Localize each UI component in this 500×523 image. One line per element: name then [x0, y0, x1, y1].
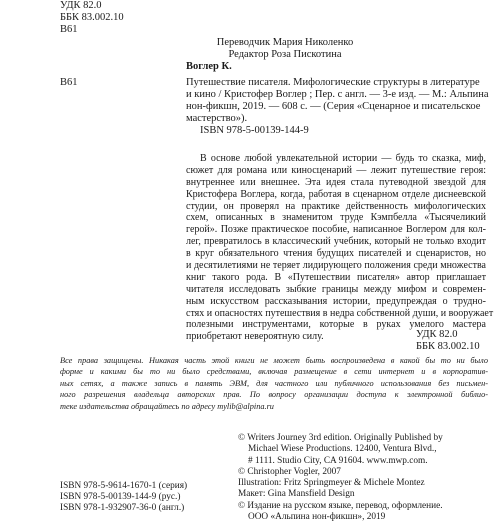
annotation-line: В основе любой увлекательной истории — будь то сказка, миф,: [200, 153, 486, 164]
footer-classification-codes: [416, 329, 480, 353]
copyright-line: Макет: Gina Mansfield Design: [238, 489, 355, 500]
isbn-main: ISBN 978-5-00139-144-9: [200, 125, 309, 136]
annotation-paragraph: [186, 153, 494, 343]
bibliographic-line: Путешествие писателя. Мифологические структуры в литературе: [186, 77, 480, 88]
author-heading: Воглер К.: [186, 61, 232, 72]
bibliographic-record: [186, 77, 489, 125]
annotation-line: Кристофера Воглера, когда, работая в сценарном отделе диснеевской: [186, 188, 486, 200]
annotation-line: герой». Позже практическое пособие, написанное Воглером для кол-: [186, 224, 486, 236]
copyright-line: © Christopher Vogler, 2007: [238, 466, 341, 477]
annotation-line: книг такого рода. В «Путешествии писателя» автор приглашает: [186, 271, 486, 283]
copyright-block: [238, 433, 443, 523]
rights-line: Все права защищены. Никакая часть этой книги не может быть воспроизведена в какой бы то ни было: [60, 356, 488, 365]
footer-bbk-code: ББК 83.002.10: [416, 341, 480, 352]
credits-block: [0, 37, 500, 61]
translator-credit: Переводчик Мария Николенко: [216, 37, 354, 48]
rights-notice: [60, 355, 488, 412]
annotation-line: внутреннее или внешнее. Эта идея стала путеводной звездой для: [186, 176, 486, 188]
rights-line: ного разрешения владельца авторских прав. По вопросу организации доступа к электронной библио-: [60, 390, 488, 400]
copyright-line: © Writers Journey 3rd edition. Originally Published by: [238, 433, 443, 443]
catalog-index: В61: [60, 77, 78, 88]
copyright-line: ООО «Альпина нон-фикшн», 2019: [248, 512, 386, 523]
annotation-line: студии, он проверял на практике действенность мифологических: [186, 200, 486, 212]
bbk-code: ББК 83.002.10: [60, 12, 124, 23]
rights-line: теке издательства обращайтесь по адресу mylib@alpina.ru: [60, 401, 274, 411]
isbn-series: ISBN 978-5-9614-1670-1 (серия): [60, 481, 188, 491]
isbn-english: ISBN 978-1-932907-36-0 (англ.): [60, 503, 185, 513]
annotation-line: стях и опасностях путешествия в недра собственной души, и вооружает: [186, 307, 494, 319]
annotation-line: приобретают невероятную силу.: [186, 331, 324, 343]
copyright-line: © Издание на русском языке, перевод, оформление.: [238, 500, 443, 511]
copyright-line: Illustration: Fritz Springmeyer & Michele Montez: [238, 478, 425, 489]
isbn-list: [60, 481, 187, 514]
author-index-code: В61: [60, 24, 78, 35]
annotation-line: полезными инструментами, которые в руках умелого мастера: [186, 319, 486, 331]
footer-udk-code: УДК 82.0: [416, 329, 458, 340]
annotation-line: читателя исследовать зыбкие границы между мифом и современ-: [186, 283, 486, 295]
isbn-russian: ISBN 978-5-00139-144-9 (рус.): [60, 492, 181, 502]
annotation-line: лег, превратилось в классический учебник, который не только входит: [186, 236, 486, 248]
annotation-line: сюжет для романа или киносценарий — лежит путешествие героя:: [186, 164, 486, 176]
classification-codes: [60, 0, 124, 36]
annotation-line: в круг обязательного чтения будущих писателей и сценаристов, но: [186, 248, 486, 260]
annotation-line: ным искусством рассказывания истории, предупреждая о трудно-: [186, 295, 486, 307]
copyright-line: Michael Wiese Productions. 12400, Ventura Blvd.,: [248, 444, 437, 455]
annotation-line: схем, описанных в знаменитом труде Кэмпбелла «Тысячеликий: [186, 212, 486, 224]
annotation-line: и десятилетиями не теряет лидирующего положения среди множества: [186, 260, 486, 272]
bibliographic-line: нон-фикшн, 2019. — 608 с. — (Серия «Сценарное и писательское: [186, 101, 481, 112]
copyright-line: # 1111. Studio City, CA 91604. www.mwp.com.: [248, 455, 428, 466]
rights-line: ных сетях, а также запись в память ЭВМ, для частного или публичного использования без письмен-: [60, 378, 488, 388]
editor-credit: Редактор Роза Пискотина: [228, 49, 342, 60]
bibliographic-line: мастерство»).: [186, 113, 248, 124]
udk-code: УДК 82.0: [60, 0, 102, 11]
rights-line: форме и какими бы то ни было средствами, включая размещение в сети интернет и в корпоратив-: [60, 367, 488, 377]
bibliographic-line: и кино / Кристофер Воглер ; Пер. с англ. — 3-е изд. — М.: Альпина: [186, 89, 489, 100]
